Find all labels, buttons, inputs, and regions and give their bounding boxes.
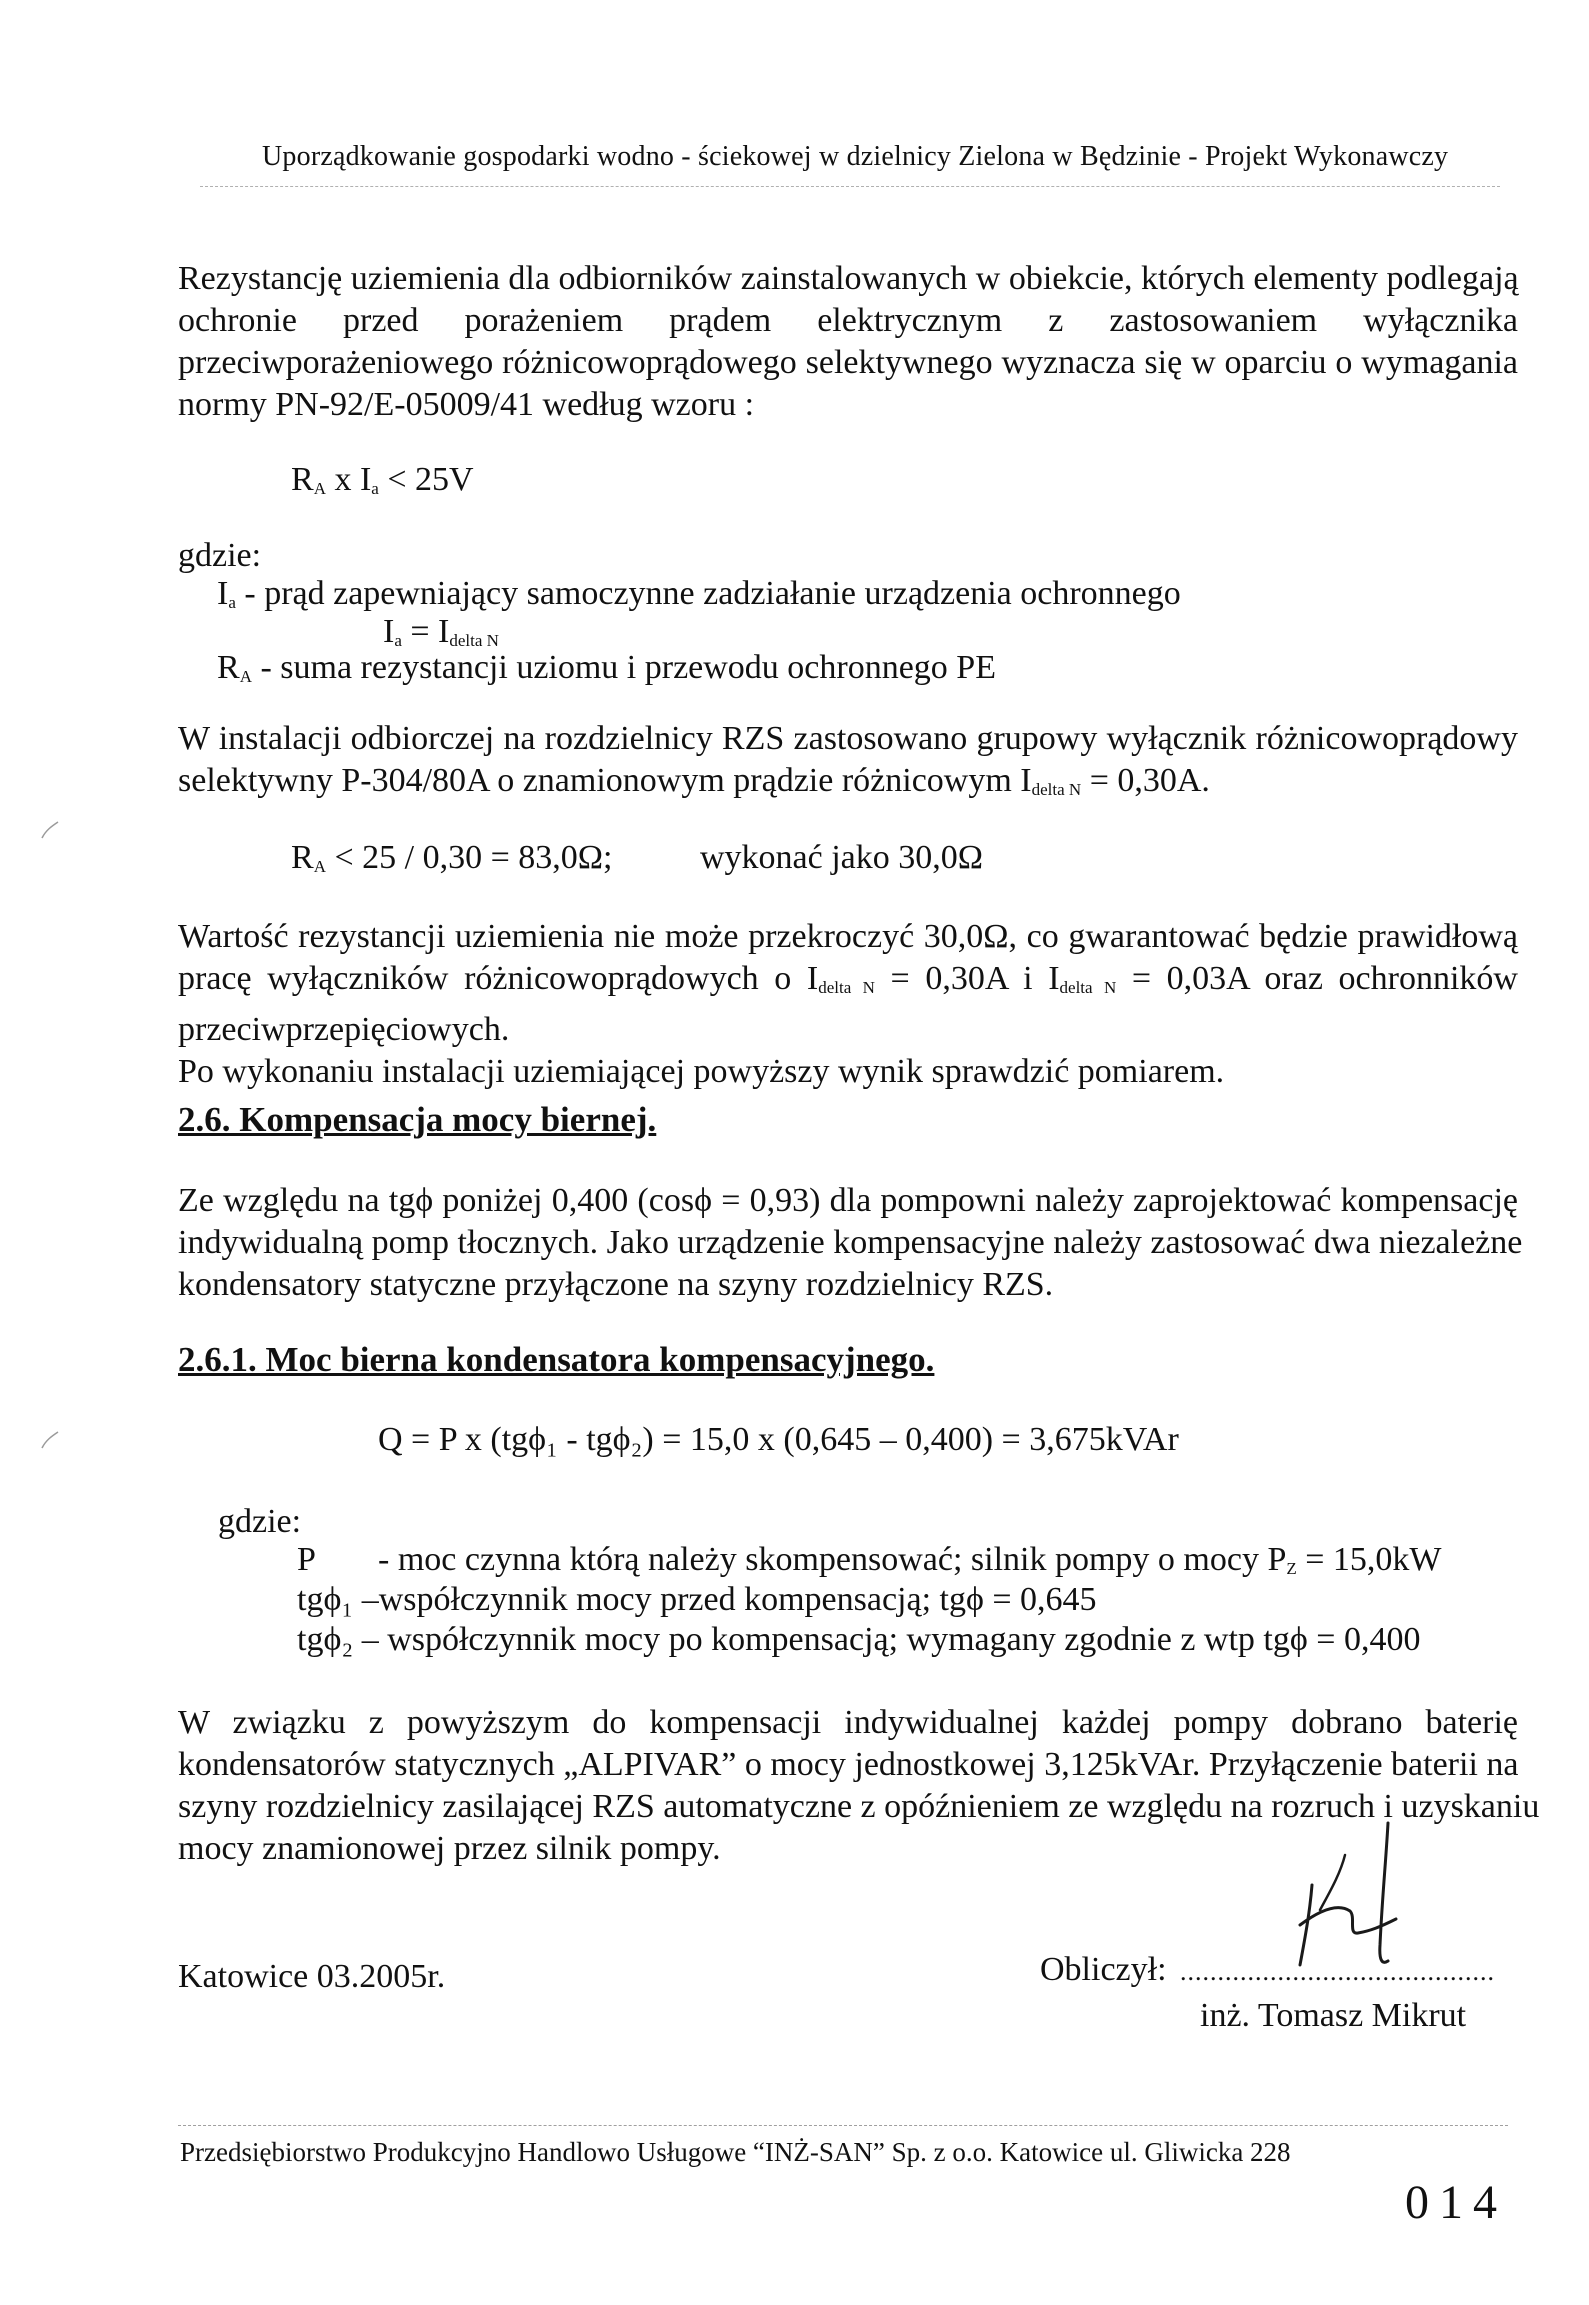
intro-paragraph xyxy=(178,258,1518,426)
scan-mark xyxy=(40,1430,60,1450)
formula-ra-ia: $R_A$ x $I_a < 25V$ xyxy=(291,461,474,498)
footer-rule xyxy=(178,2125,1508,2127)
rzs-line: W instalacji odbiorczej na rozdzielnicy RZS zastosowano grupowy wyłącznik różnicowoprądowy xyxy=(178,720,1518,757)
section-heading-2-6-1: 2.6.1. Moc bierna kondensatora kompensacyjnego. xyxy=(178,1340,935,1379)
page-number: 014 xyxy=(1405,2176,1507,2229)
section-2-6-line: kondensatory statyczne przyłączone na szyny rozdzielnicy RZS. xyxy=(178,1266,1054,1303)
limit-line: Po wykonaniu instalacji uziemiającej powyższy wynik sprawdzić pomiarem. xyxy=(178,1053,1225,1090)
battery-line: kondensatorów statycznych „ALPIVAR” o mocy jednostkowej 3,125kVAr. Przyłączenie baterii na xyxy=(178,1746,1519,1783)
header-title: Uporządkowanie gospodarki wodno - ściekowej w dzielnicy Zielona w Będzinie - Projekt Wykonawczy xyxy=(262,141,1449,172)
place-date: Katowice 03.2005r. xyxy=(178,1958,446,1995)
reactive-power-formula: Q = P x (tgϕ₁ - tgϕ₂) = 15,0 x (0,645 – 0,400) = 3,675kVAr xyxy=(378,1421,1179,1458)
footer-company: Przedsiębiorstwo Produkcyjno Handlowo Usługowe “INŻ-SAN” Sp. z o.o. Katowice ul. Gliwicka 228 xyxy=(180,2137,1291,2167)
resistance-limit-paragraph xyxy=(178,916,1518,1093)
signature-line: .......................................... xyxy=(1180,1957,1495,1986)
handwritten-signature xyxy=(1270,1815,1420,1975)
limit-line: przeciwprzepięciowych. xyxy=(178,1011,510,1048)
scan-mark xyxy=(40,820,60,840)
header-rule xyxy=(200,186,1500,188)
calculated-by-label: Obliczył: xyxy=(1040,1951,1167,1988)
intro-line: Rezystancję uziemienia dla odbiorników zainstalowanych w obiekcie, których elementy podlegają xyxy=(178,260,1519,297)
section-2-6-line: Ze względu na tgϕ poniżej 0,400 (cosϕ = 0,93) dla pompowni należy zaprojektować kompensację xyxy=(178,1182,1518,1219)
section-heading-2-6: 2.6. Kompensacja mocy biernej. xyxy=(178,1100,657,1139)
rzs-paragraph xyxy=(178,718,1518,811)
limit-line: pracę wyłączników różnicowoprądowych o $I_{delta N} = 0,30A$ i $I_{delta N} = 0,03A$ oraz ochronników xyxy=(178,960,1518,997)
rzs-line: selektywny P-304/80A o znamionowym prądzie różnicowym $I_{delta N} = 0,30A$. xyxy=(178,762,1210,799)
battery-line: mocy znamionowej przez silnik pompy. xyxy=(178,1830,721,1867)
engineer-name: inż. Tomasz Mikrut xyxy=(1200,1997,1467,2034)
resistance-action: wykonać jako 30,0Ω xyxy=(700,839,984,876)
section-2-6-line: indywidualną pomp tłocznych. Jako urządzenie kompensacyjne należy zastosować dwa niezależne xyxy=(178,1224,1523,1261)
definition-tg2: tgϕ₂ – współczynnik mocy po kompensacją; wymagany zgodnie z wtp tgϕ = 0,400 xyxy=(297,1621,1421,1658)
intro-line: przeciwporażeniowego różnicowoprądowego selektywnego wyznacza się w oparciu o wymagania xyxy=(178,344,1518,381)
battery-line: W związku z powyższym do kompensacji indywidualnej każdej pompy dobrano baterię xyxy=(178,1704,1518,1741)
gdzie-label-2: gdzie: xyxy=(218,1503,302,1540)
definition-p-text: - moc czynna którą należy skompensować; silnik pompy o mocy $P_Z = 15,0kW$ xyxy=(378,1541,1442,1578)
gdzie-label: gdzie: xyxy=(178,537,262,574)
definition-ia-equals: $I_a = I_{delta N}$ xyxy=(383,613,499,650)
definition-ia: $I_a$ - prąd zapewniający samoczynne zadziałanie urządzenia ochronnego xyxy=(217,575,1181,612)
resistance-calculation: $R_A < 25 / 0,30 = 83,0\Omega$; xyxy=(291,839,613,876)
definition-p-symbol: P xyxy=(297,1541,316,1578)
intro-line: normy PN-92/E-05009/41 według wzoru : xyxy=(178,386,755,423)
section-2-6-paragraph xyxy=(178,1180,1523,1306)
intro-line: ochronie przed porażeniem prądem elektrycznym z zastosowaniem wyłącznika xyxy=(178,302,1518,339)
definition-tg1: tgϕ₁ –współczynnik mocy przed kompensacją; tgϕ = 0,645 xyxy=(297,1581,1097,1618)
definition-ra: $R_A$ - suma rezystancji uziomu i przewodu ochronnego PE xyxy=(217,649,996,686)
battery-line: szyny rozdzielnicy zasilającej RZS automatyczne z opóźnieniem ze względu na rozruch i uzyskaniu xyxy=(178,1788,1540,1825)
limit-line: Wartość rezystancji uziemienia nie może przekroczyć 30,0Ω, co gwarantować będzie prawidłową xyxy=(178,918,1518,955)
